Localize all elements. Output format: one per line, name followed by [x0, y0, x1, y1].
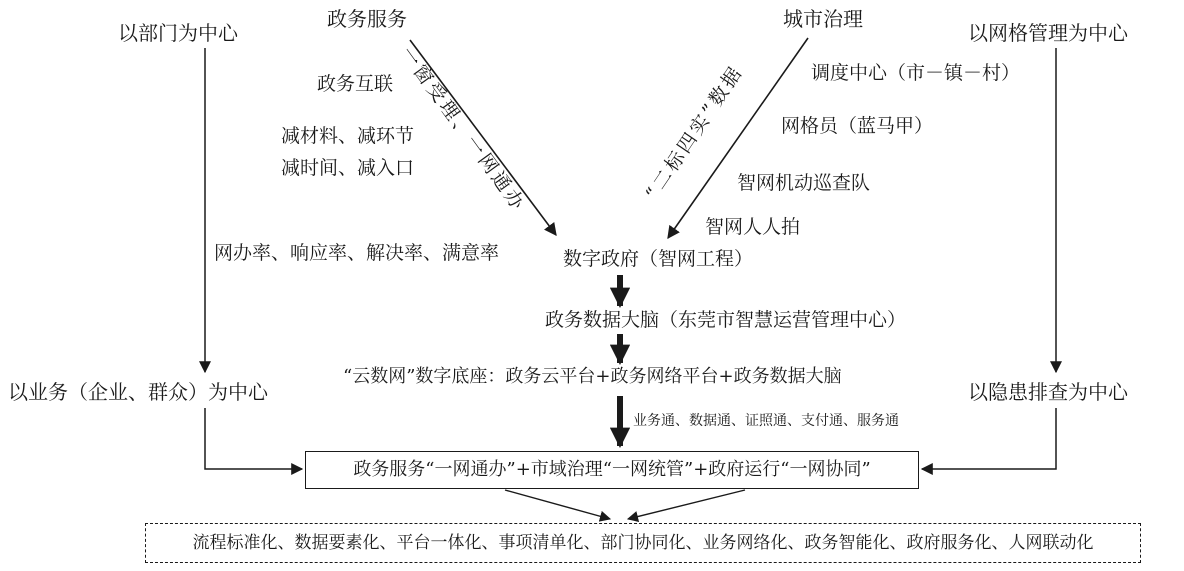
arrow-box-to-outcomes-right [628, 490, 745, 519]
three-networks-box [305, 451, 919, 489]
hazard-center-label: 以隐患排查为中心 [968, 380, 1128, 404]
outcomes-box [145, 523, 1141, 563]
arrow-hazard-to-box [922, 408, 1056, 469]
patrol-team-label: 智网机动巡查队 [737, 172, 871, 194]
two-standard-label: “二标四实”数据 [641, 61, 748, 205]
grid-member-label: 网格员（蓝马甲） [781, 115, 934, 137]
three-networks-label: 政务服务“一网通办”+市域治理“一网统管”+政府运行“一网协同” [353, 459, 871, 480]
reduce-time-label: 减时间、减入口 [281, 157, 415, 179]
reduce-material-label: 减材料、减环节 [281, 125, 415, 147]
everyone-photo-label: 智网人人拍 [705, 216, 801, 238]
dispatch-center-label: 调度中心（市－镇－村） [811, 62, 1021, 84]
arrow-business-to-box [205, 408, 302, 469]
business-center-label: 以业务（企业、群众）为中心 [8, 380, 268, 404]
one-window-label: 一窗受理、一网通办 [395, 42, 531, 216]
gov-interconnect-label: 政务互联 [317, 73, 394, 95]
rates-label: 网办率、响应率、解决率、满意率 [214, 242, 500, 264]
grid-center-label: 以网格管理为中心 [968, 21, 1128, 45]
dept-center-label: 以部门为中心 [118, 21, 238, 45]
gov-service-label: 政务服务 [327, 7, 407, 31]
digital-gov-label: 数字政府（智网工程） [563, 248, 754, 270]
data-brain-label: 政务数据大脑（东莞市智慧运营管理中心） [545, 309, 907, 331]
cloud-base-label: “云数网”数字底座：政务云平台+政务网络平台+政务数据大脑 [343, 366, 842, 387]
services-label: 业务通、数据通、证照通、支付通、服务通 [633, 413, 899, 429]
arrow-box-to-outcomes-left [505, 490, 610, 519]
outcomes-label: 流程标准化、数据要素化、平台一体化、事项清单化、部门协同化、业务网络化、政务智能化、政府服务化、人网联动化 [192, 532, 1094, 553]
city-gov-label: 城市治理 [783, 7, 863, 31]
